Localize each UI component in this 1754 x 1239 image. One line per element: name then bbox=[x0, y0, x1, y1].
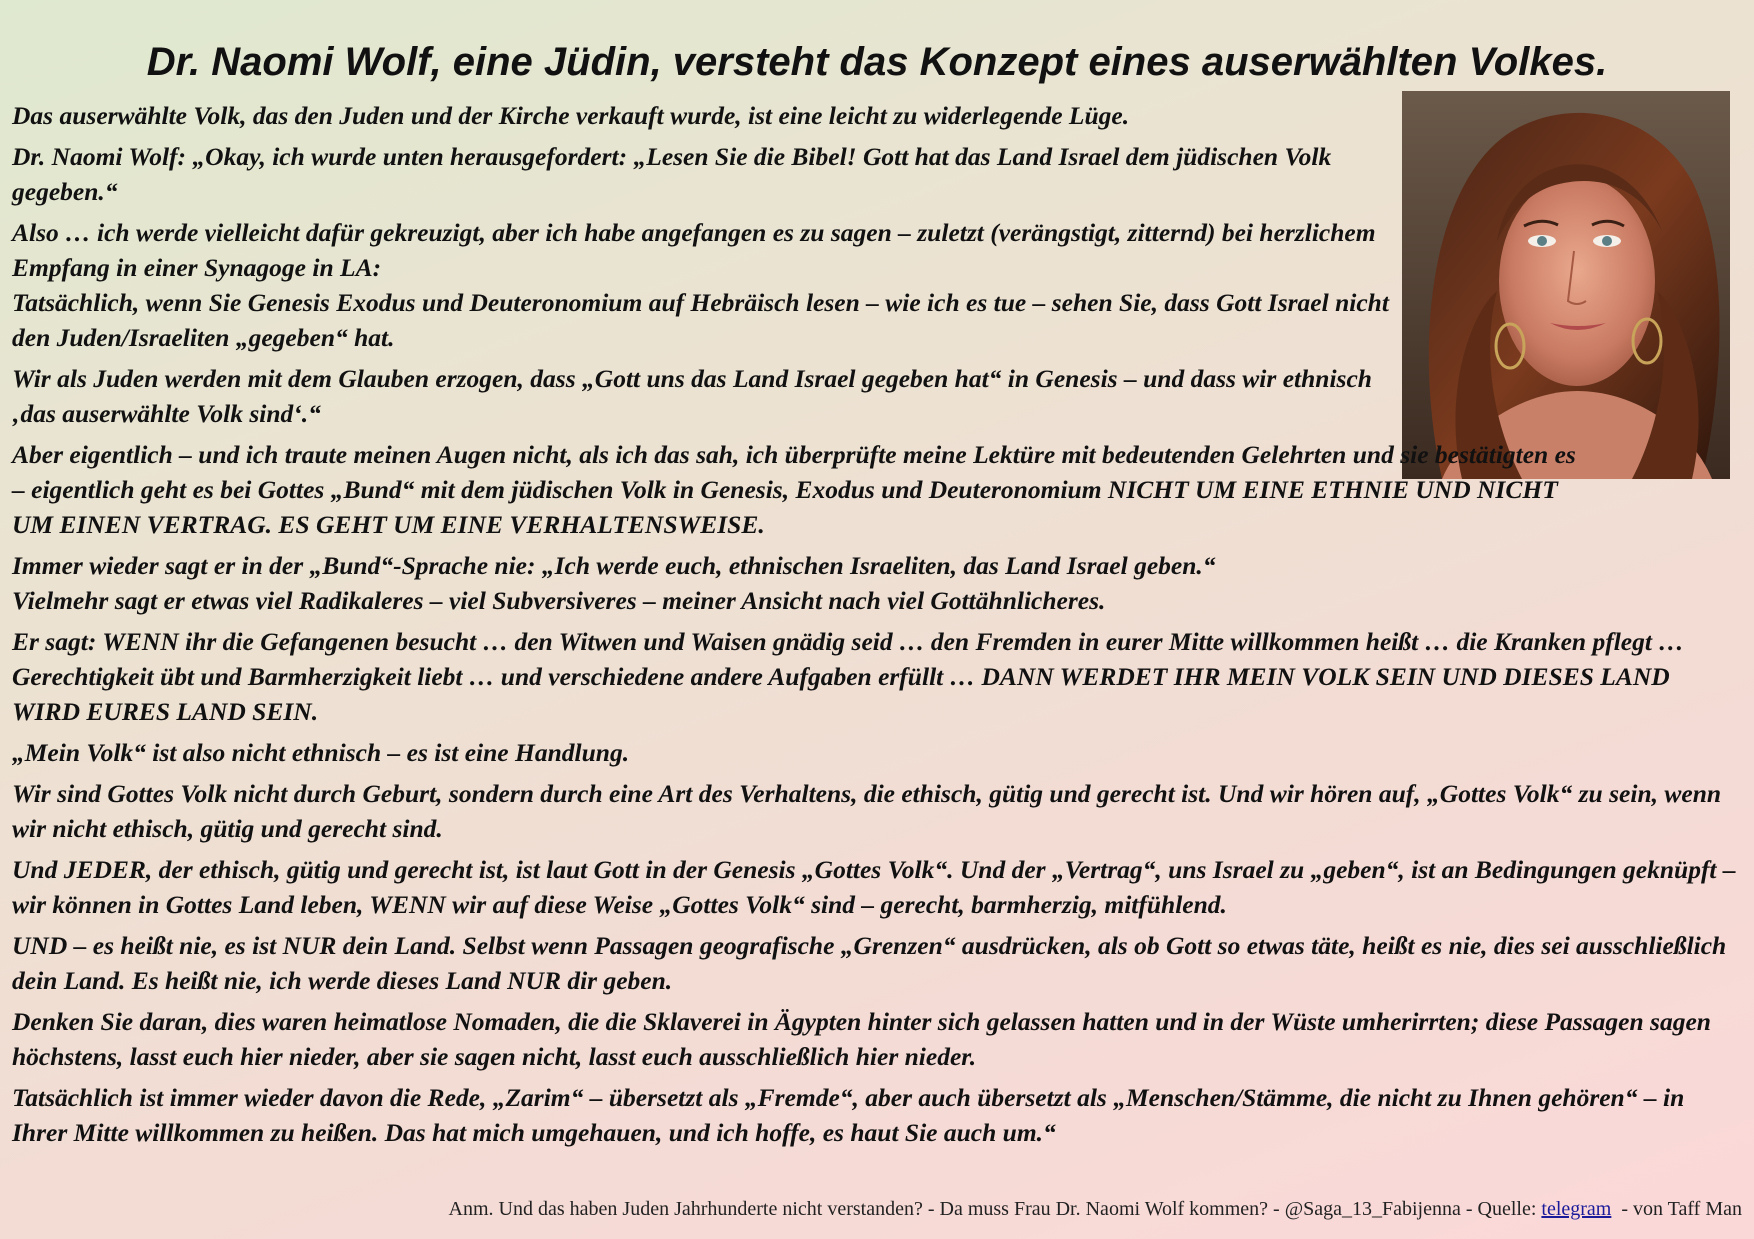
article-body bbox=[12, 98, 1742, 1156]
paragraph: „Mein Volk“ ist also nicht ethnisch – es ist eine Handlung. bbox=[12, 738, 630, 767]
paragraph: Tatsächlich ist immer wieder davon die Rede, „Zarim“ – übersetzt als „Fremde“, aber auch übersetzt als „Menschen/Stämme, die nicht zu Ihnen gehören“ – in Ihrer Mitte willkommen zu heißen. Das hat mich umgehauen, und ich hoffe, es haut Sie auch um.“ bbox=[12, 1083, 1685, 1147]
paragraph: Dr. Naomi Wolf: „Okay, ich wurde unten herausgefordert: „Lesen Sie die Bibel! Gott hat das Land Israel dem jüdischen Volk gegeben.“ bbox=[12, 142, 1332, 206]
page-title: Dr. Naomi Wolf, eine Jüdin, versteht das Konzept eines auserwählten Volkes. bbox=[146, 40, 1608, 84]
paragraph: Denken Sie daran, dies waren heimatlose Nomaden, die die Sklaverei in Ägypten hinter sich gelassen hatten und in der Wüste umherirrten; diese Passagen sagen höchstens, lasst euch hier nieder, aber sie sagen nicht, lasst euch ausschließlich hier nieder. bbox=[12, 1007, 1711, 1071]
telegram-link[interactable]: telegram bbox=[1541, 1198, 1612, 1220]
paragraph: UND – es heißt nie, es ist NUR dein Land. Selbst wenn Passagen geografische „Grenzen“ ausdrücken, als ob Gott so etwas täte, heißt es nie, dies sei ausschließlich dein Land. Es heißt nie, ich werde dieses Land NUR dir geben. bbox=[12, 931, 1727, 995]
paragraph: Wir sind Gottes Volk nicht durch Geburt, sondern durch eine Art des Verhaltens, die ethisch, gütig und gerecht ist. Und wir hören auf, „Gottes Volk“ zu sein, wenn wir nicht ethisch, gütig und gerecht sind. bbox=[12, 779, 1722, 843]
paragraph: Das auserwählte Volk, das den Juden und der Kirche verkauft wurde, ist eine leicht zu widerlegende Lüge. bbox=[12, 101, 1130, 130]
footer-suffix: - von Taff Man bbox=[1611, 1198, 1742, 1220]
paragraph: Vielmehr sagt er etwas viel Radikaleres – viel Subversiveres – meiner Ansicht nach viel Gottähnlicheres. bbox=[12, 586, 1106, 615]
paragraph: Er sagt: WENN ihr die Gefangenen besucht … den Witwen und Waisen gnädig seid … den Fremden in eurer Mitte willkommen heißt … die Kranken pflegt … Gerechtigkeit übt und Barmherzigkeit liebt … und verschiedene andere Aufgaben erfüllt … DANN WERDET IHR MEIN VOLK SEIN UND DIESES LAND WIRD EURES LAND SEIN. bbox=[12, 627, 1684, 726]
footer-text: Anm. Und das haben Juden Jahrhunderte nicht verstanden? - Da muss Frau Dr. Naomi Wolf kommen? - @Saga_13_Fabijenna - Quelle: bbox=[448, 1198, 1542, 1220]
paragraph: Wir als Juden werden mit dem Glauben erzogen, dass „Gott uns das Land Israel gegeben hat“ in Genesis – und dass wir ethnisch ‚das auserwählte Volk sind‘.“ bbox=[12, 364, 1372, 428]
footer-note bbox=[449, 1196, 1742, 1222]
paragraph: Immer wieder sagt er in der „Bund“-Sprache nie: „Ich werde euch, ethnischen Israeliten, das Land Israel geben.“ bbox=[12, 551, 1216, 580]
paragraph-text: Aber eigentlich – und ich traute meinen Augen nicht, als ich das sah, ich überprüfte meine Lektüre mit bedeutenden Gelehrten und sie bestätigten es – eigentlich geht es bei Gottes „Bund“ mit dem jüdischen Volk in Genesis, Exodus und Deuteronomium NICHT UM EINE ETHNIE UND NICHT UM EINEN VERTRAG. ES GEHT UM EINE VERHALTENSWEISE. bbox=[12, 440, 1576, 539]
paragraph: Also … ich werde vielleicht dafür gekreuzigt, aber ich habe angefangen es zu sagen – zuletzt (verängstigt, zitternd) bei herzlichem Empfang in einer Synagoge in LA: bbox=[12, 218, 1376, 282]
paragraph: Und JEDER, der ethisch, gütig und gerecht ist, ist laut Gott in der Genesis „Gottes Volk“. Und der „Vertrag“, uns Israel zu „geben“, ist an Bedingungen geknüpft – wir können in Gottes Land leben, WENN wir auf diese Weise „Gottes Volk“ sind – gerecht, barmherzig, mitfühlend. bbox=[12, 855, 1736, 919]
paragraph: Tatsächlich, wenn Sie Genesis Exodus und Deuteronomium auf Hebräisch lesen – wie ich es tue – sehen Sie, dass Gott Israel nicht den Juden/Israeliten „gegeben“ hat. bbox=[12, 288, 1389, 352]
paragraph bbox=[12, 437, 1582, 542]
